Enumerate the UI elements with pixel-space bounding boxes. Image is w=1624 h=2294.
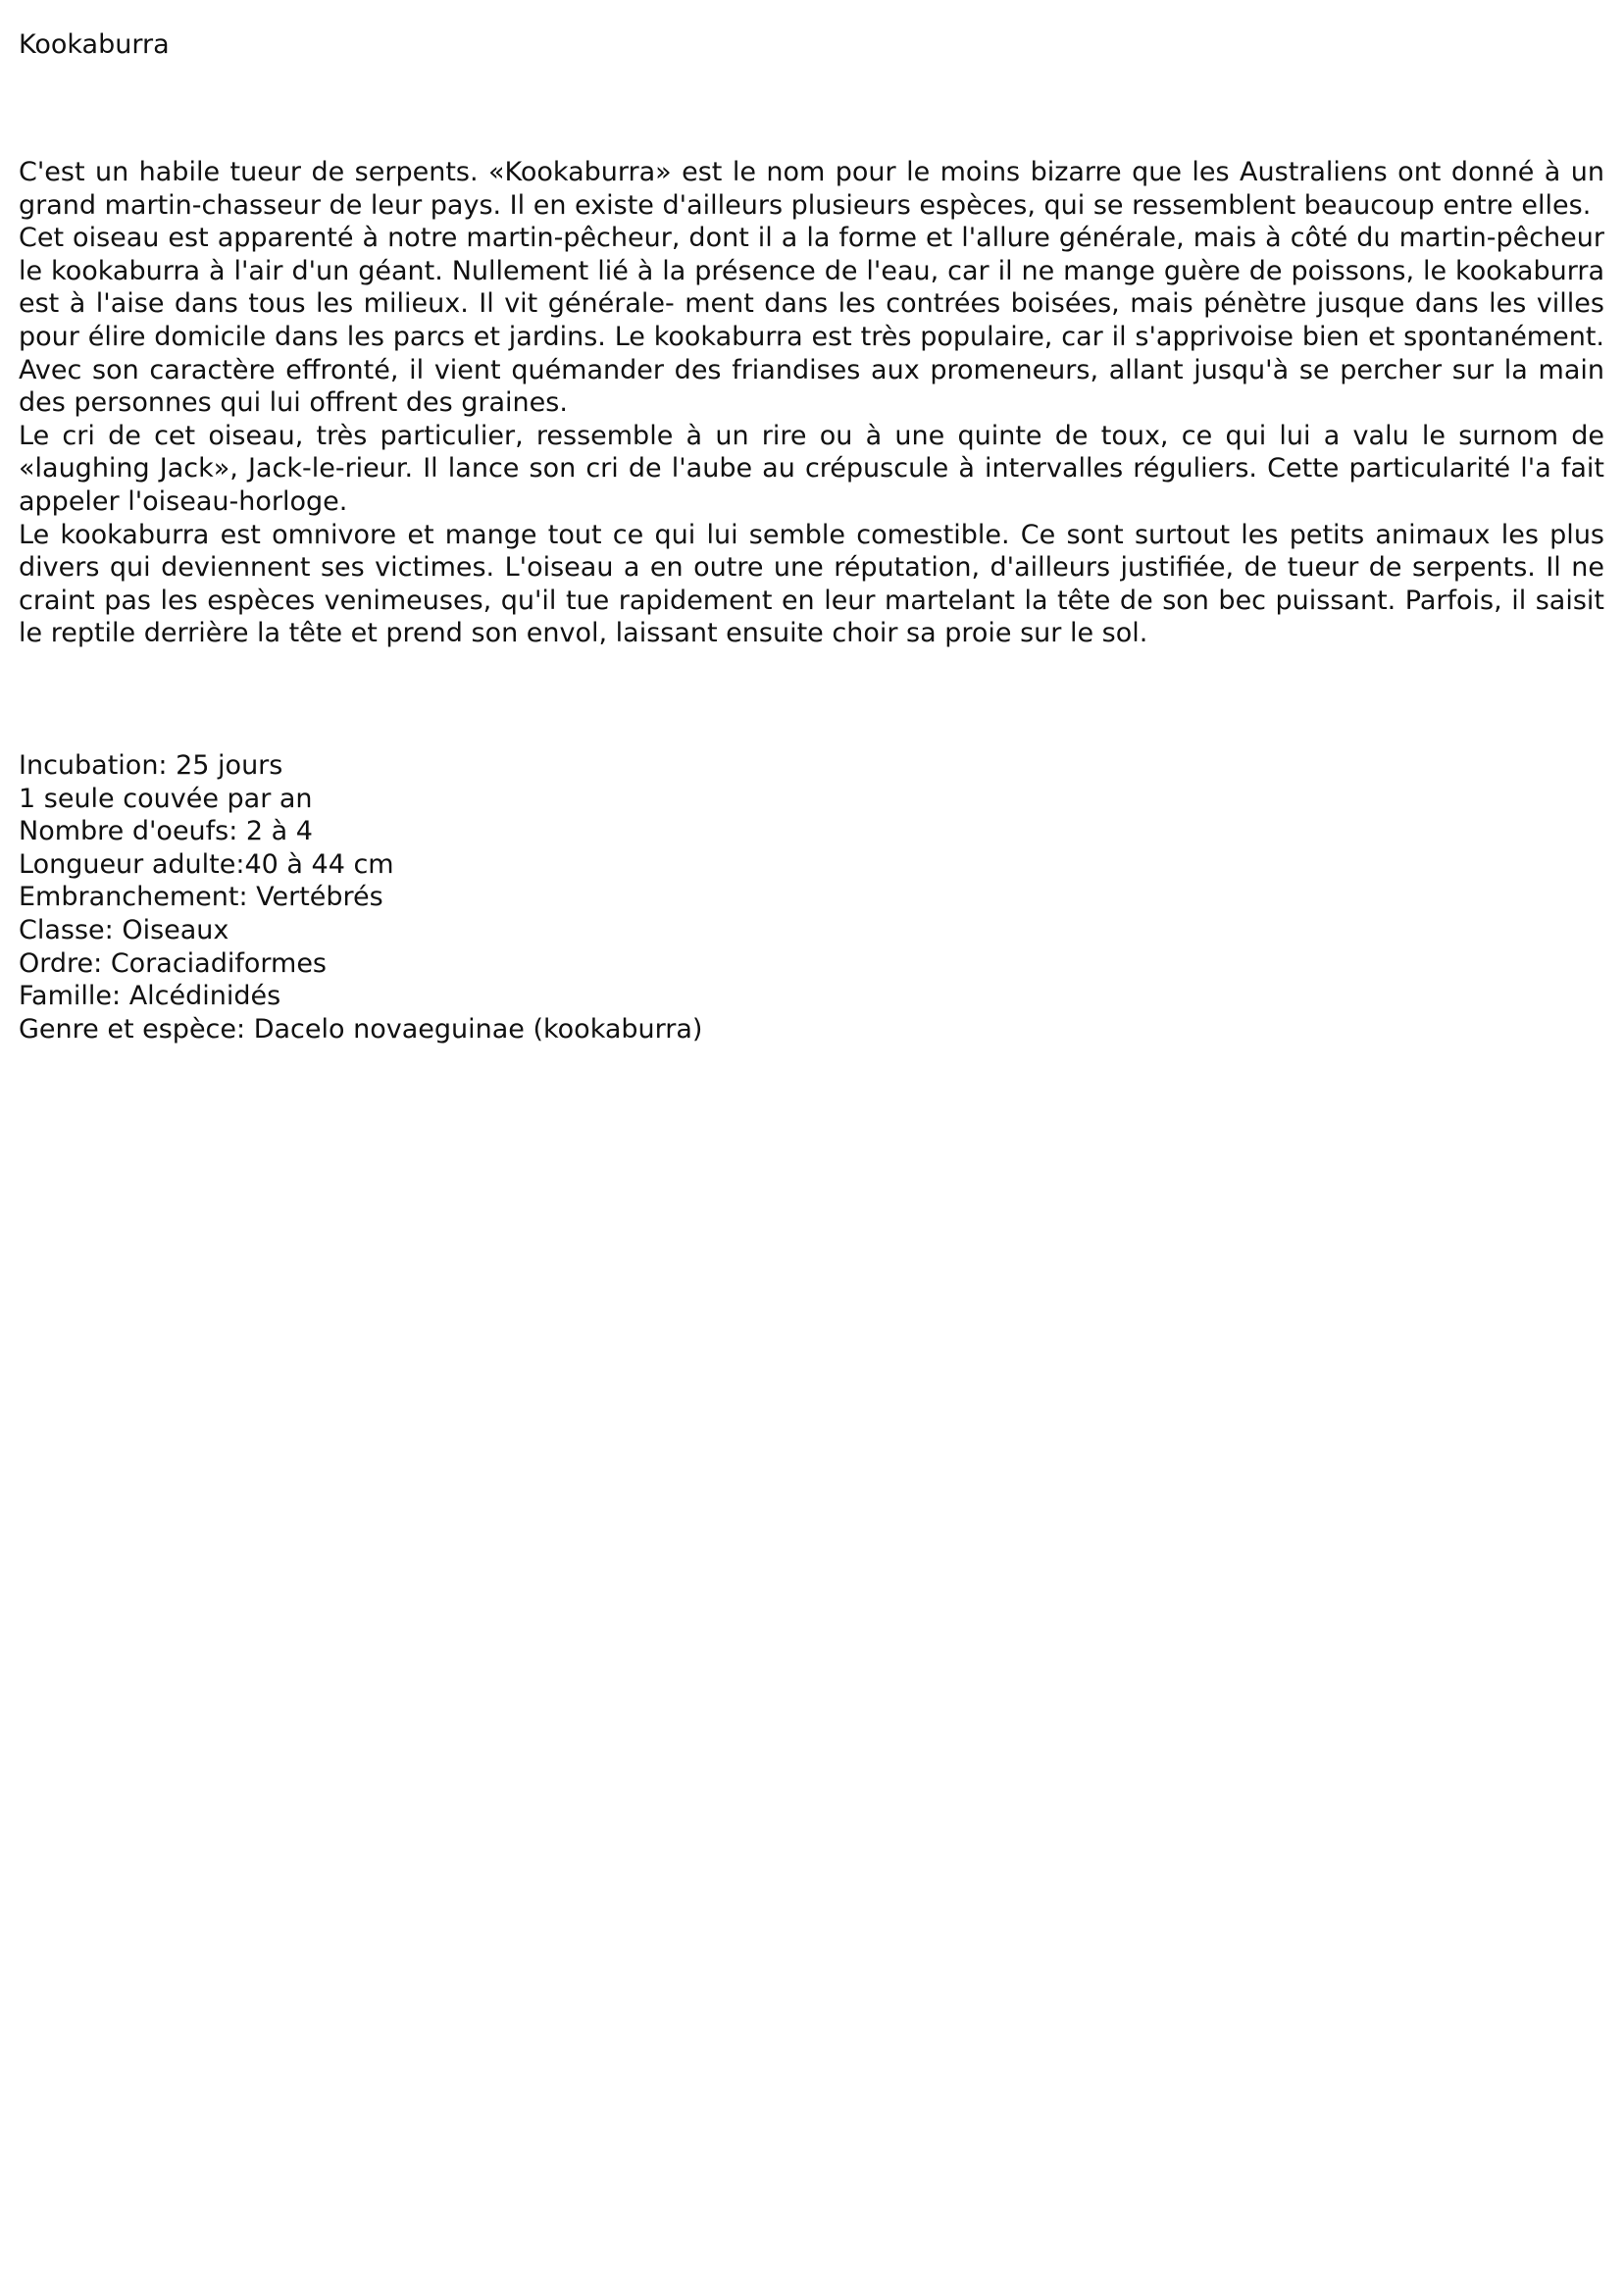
fact-phylum: Embranchement: Vertébrés [19, 882, 383, 913]
fact-incubation: Incubation: 25 jours [19, 750, 283, 781]
fact-species: Genre et espèce: Dacelo novaeguinae (kookaburra) [19, 1013, 703, 1045]
fact-length: Longueur adulte:40 à 44 cm [19, 848, 394, 880]
fact-eggs: Nombre d'oeufs: 2 à 4 [19, 816, 313, 847]
fact-clutches: 1 seule couvée par an [19, 783, 313, 814]
document-title: Kookaburra [19, 29, 170, 60]
facts-list [19, 749, 1195, 1045]
paragraph: Cet oiseau est apparenté à notre martin-pêcheur, dont il a la forme et l'allure générale, mais à côté du martin-pêcheur le kookaburra à l'air d'un géant. Nullement lié à la présence de l'eau, car il ne mange guère de poissons, le kookaburra est à l'aise dans tous les milieux. Il vit générale- ment dans les contrées boisées, mais pénètre jusque dans les villes pour élire domicile dans les parcs et jardins. Le kookaburra est très populaire, car il s'apprivoise bien et spontanément. Avec son caractère effronté, il vient quémander des friandises aux promeneurs, allant jusqu'à se percher sur la main des personnes qui lui offrent des graines. [19, 223, 1604, 419]
body-text [19, 156, 1604, 650]
fact-class: Classe: Oiseaux [19, 914, 229, 945]
paragraph: Le kookaburra est omnivore et mange tout ce qui lui semble comestible. Ce sont surtout les petits animaux les plus divers qui deviennent ses victimes. L'oiseau a en outre une réputation, d'ailleurs justifiée, de tueur de serpents. Il ne craint pas les espèces venimeuses, qu'il tue rapidement en leur martelant la tête de son bec puissant. Parfois, il saisit le reptile derrière la tête et prend son envol, laissant ensuite choir sa proie sur le sol. [19, 519, 1604, 649]
fact-family: Famille: Alcédinidés [19, 981, 281, 1012]
fact-order: Ordre: Coraciadiformes [19, 947, 327, 979]
paragraph: Le cri de cet oiseau, très particulier, ressemble à un rire ou à une quinte de toux, ce qui lui a valu le surnom de «laughing Jack», Jack-le-rieur. Il lance son cri de l'aube au crépuscule à intervalles réguliers. Cette particularité l'a fait appeler l'oiseau-horloge. [19, 420, 1604, 517]
paragraph: C'est un habile tueur de serpents. «Kookaburra» est le nom pour le moins bizarre que les Australiens ont donné à un grand martin-chasseur de leur pays. Il en existe d'ailleurs plusieurs espèces, qui se ressemblent beaucoup entre elles. [19, 157, 1604, 221]
